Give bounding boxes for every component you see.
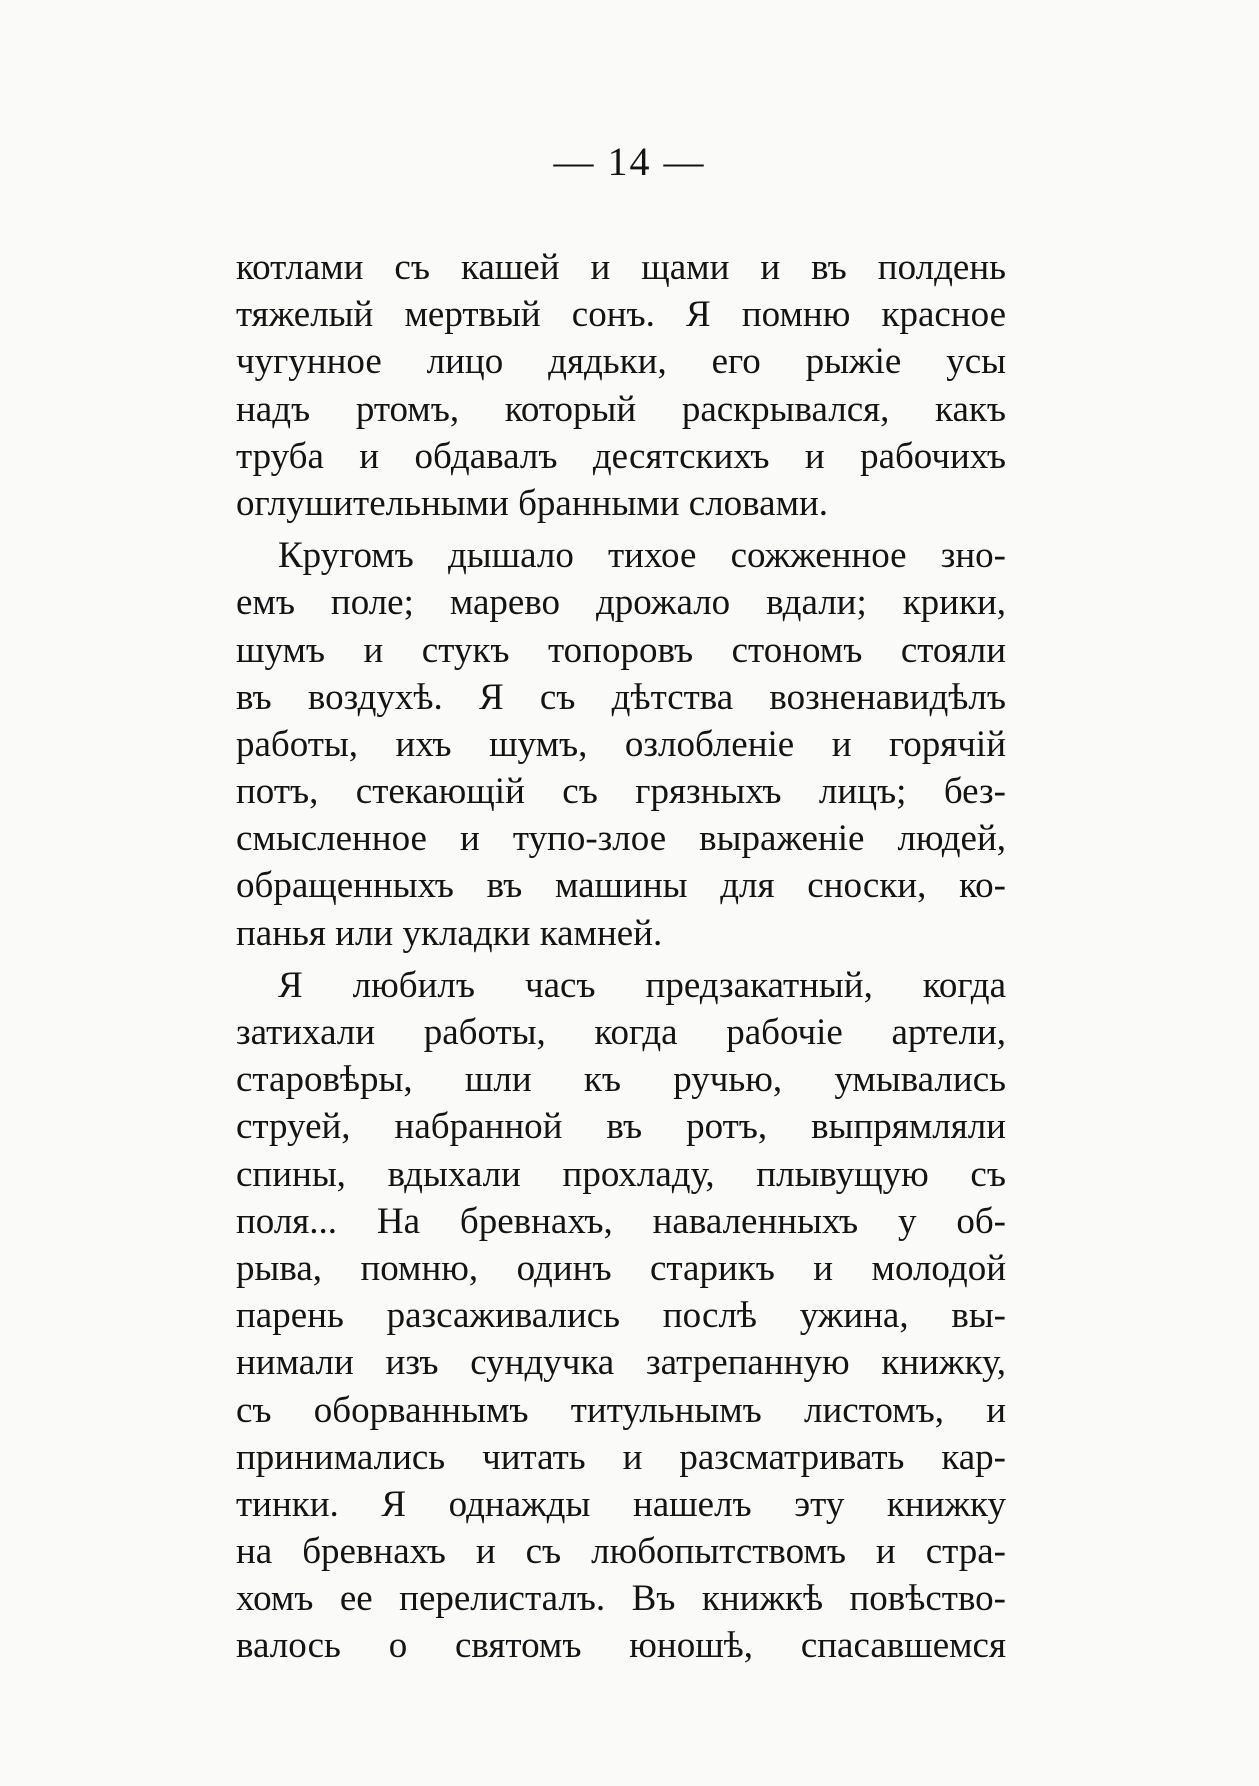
text-line: съ оборваннымъ титульнымъ листомъ, и	[236, 1389, 1006, 1431]
text-line: хомъ ее перелисталъ. Въ книжкѣ повѣство-	[236, 1578, 1006, 1620]
text-line: нимали изъ сундучка затрепанную книжку,	[236, 1342, 1006, 1384]
text-line: смысленное и тупо-злое выраженіе людей,	[236, 818, 1006, 860]
text-line: старовѣры, шли къ ручью, умывались	[236, 1059, 1006, 1101]
text-line: емъ поле; марево дрожало вдали; крики,	[236, 582, 1006, 624]
text-line: принимались читать и разсматривать кар-	[236, 1436, 1006, 1478]
text-line: спины, вдыхали прохладу, плывущую съ	[236, 1153, 1006, 1195]
text-line: Кругомъ дышало тихое сожженное зно-	[278, 535, 1006, 577]
text-line: чугунное лицо дядьки, его рыжіе усы	[236, 341, 1006, 383]
text-line: Я любилъ часъ предзакатный, когда	[278, 964, 1006, 1006]
text-line: шумъ и стукъ топоровъ стономъ стояли	[236, 629, 1006, 671]
text-line: на бревнахъ и съ любопытствомъ и стра-	[236, 1531, 1006, 1573]
text-line: потъ, стекающій съ грязныхъ лицъ; без-	[236, 771, 1006, 813]
text-line: обращенныхъ въ машины для сноски, ко-	[236, 865, 1006, 907]
text-line: надъ ртомъ, который раскрывался, какъ	[236, 388, 1006, 430]
text-line: оглушительными бранными словами.	[236, 482, 829, 524]
text-line: панья или укладки камней.	[236, 912, 663, 954]
text-line: парень разсаживались послѣ ужина, вы-	[236, 1295, 1006, 1337]
text-line: тяжелый мертвый сонъ. Я помню красное	[236, 294, 1006, 336]
text-line: рыва, помню, одинъ старикъ и молодой	[236, 1247, 1006, 1289]
text-line: струей, набранной въ ротъ, выпрямляли	[236, 1106, 1006, 1148]
text-line: котлами съ кашей и щами и въ полдень	[236, 247, 1006, 288]
paragraph	[236, 244, 1006, 527]
text-line: поля... На бревнахъ, наваленныхъ у об-	[236, 1200, 1006, 1242]
text-line: въ воздухѣ. Я съ дѣтства возненавидѣлъ	[236, 676, 1006, 718]
text-line: затихали работы, когда рабочіе артели,	[236, 1012, 1006, 1053]
paragraph	[236, 532, 1006, 957]
text-line: валось о святомъ юношѣ, спасавшемся	[236, 1625, 1006, 1667]
text-line: тинки. Я однажды нашелъ эту книжку	[236, 1483, 1006, 1525]
text-line: работы, ихъ шумъ, озлобленіе и горячій	[236, 723, 1006, 765]
body-text	[236, 244, 1006, 1670]
page-number: — 14 —	[553, 139, 706, 184]
paragraph	[236, 962, 1006, 1670]
text-line: труба и обдавалъ десятскихъ и рабочихъ	[236, 435, 1006, 477]
